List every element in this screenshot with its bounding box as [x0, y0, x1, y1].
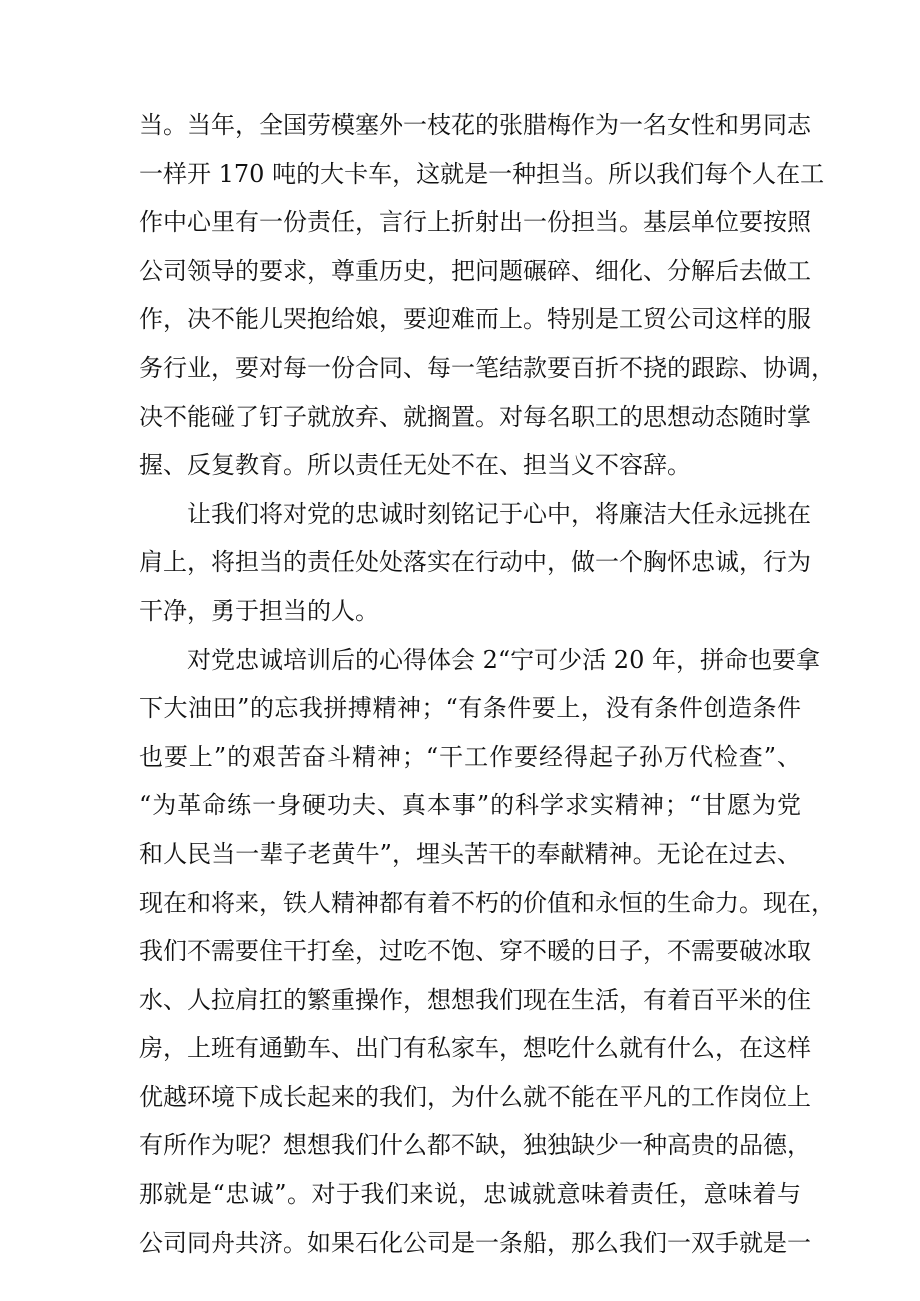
text-line: 务行业，要对每一份合同、每一笔结款要百折不挠的跟踪、协调， — [139, 353, 835, 382]
paragraph-start-line: 对党忠诚培训后的心得体会 2“宁可少活 20 年，拼命也要拿 — [187, 645, 820, 674]
text-line: 公司领导的要求，尊重历史，把问题碾碎、细化、分解后去做工 — [139, 256, 811, 285]
text-line: 水、人拉肩扛的繁重操作，想想我们现在生活，有着百平米的住 — [139, 985, 811, 1014]
text-line: 一样开 170 吨的大卡车，这就是一种担当。所以我们每个人在工 — [139, 159, 825, 188]
text-line: 和人民当一辈子老黄牛”，埋头苦干的奉献精神。无论在过去、 — [139, 839, 801, 868]
text-line: 优越环境下成长起来的我们，为什么就不能在平凡的工作岗位上 — [139, 1082, 811, 1111]
text-line: 公司同舟共济。如果石化公司是一条船，那么我们一双手就是一 — [139, 1228, 811, 1257]
text-line: 现在和将来，铁人精神都有着不朽的价值和永恒的生命力。现在， — [139, 888, 835, 917]
text-line: 我们不需要住干打垒，过吃不饱、穿不暖的日子，不需要破冰取 — [139, 937, 811, 966]
text-line: 握、反复教育。所以责任无处不在、担当义不容辞。 — [139, 451, 691, 480]
text-line: 下大油田”的忘我拼搏精神；“有条件要上，没有条件创造条件 — [139, 694, 801, 723]
paragraph-start-line: 让我们将对党的忠诚时刻铭记于心中，将廉洁大任永远挑在 — [187, 499, 811, 528]
text-line: 肩上，将担当的责任处处落实在行动中，做一个胸怀忠诚，行为 — [139, 548, 811, 577]
document-body — [139, 101, 835, 1267]
text-line: 干净，勇于担当的人。 — [139, 596, 379, 625]
text-line: 有所作为呢？想想我们什么都不缺，独独缺少一种高贵的品德， — [139, 1131, 811, 1160]
text-line: 房，上班有通勤车、出门有私家车，想吃什么就有什么，在这样 — [139, 1034, 811, 1063]
text-line: “为革命练一身硬功夫、真本事”的科学求实精神；“甘愿为党 — [139, 791, 801, 820]
text-line: 当。当年，全国劳模塞外一枝花的张腊梅作为一名女性和男同志 — [139, 111, 811, 139]
text-line: 也要上”的艰苦奋斗精神；“干工作要经得起子孙万代检查”、 — [139, 742, 801, 771]
text-line: 作中心里有一份责任，言行上折射出一份担当。基层单位要按照 — [139, 208, 811, 237]
text-line: 决不能碰了钉子就放弃、就搁置。对每名职工的思想动态随时掌 — [139, 402, 811, 431]
text-line: 那就是“忠诚”。对于我们来说，忠诚就意味着责任，意味着与 — [139, 1180, 801, 1209]
text-line: 作，决不能儿哭抱给娘，要迎难而上。特别是工贸公司这样的服 — [139, 305, 811, 334]
